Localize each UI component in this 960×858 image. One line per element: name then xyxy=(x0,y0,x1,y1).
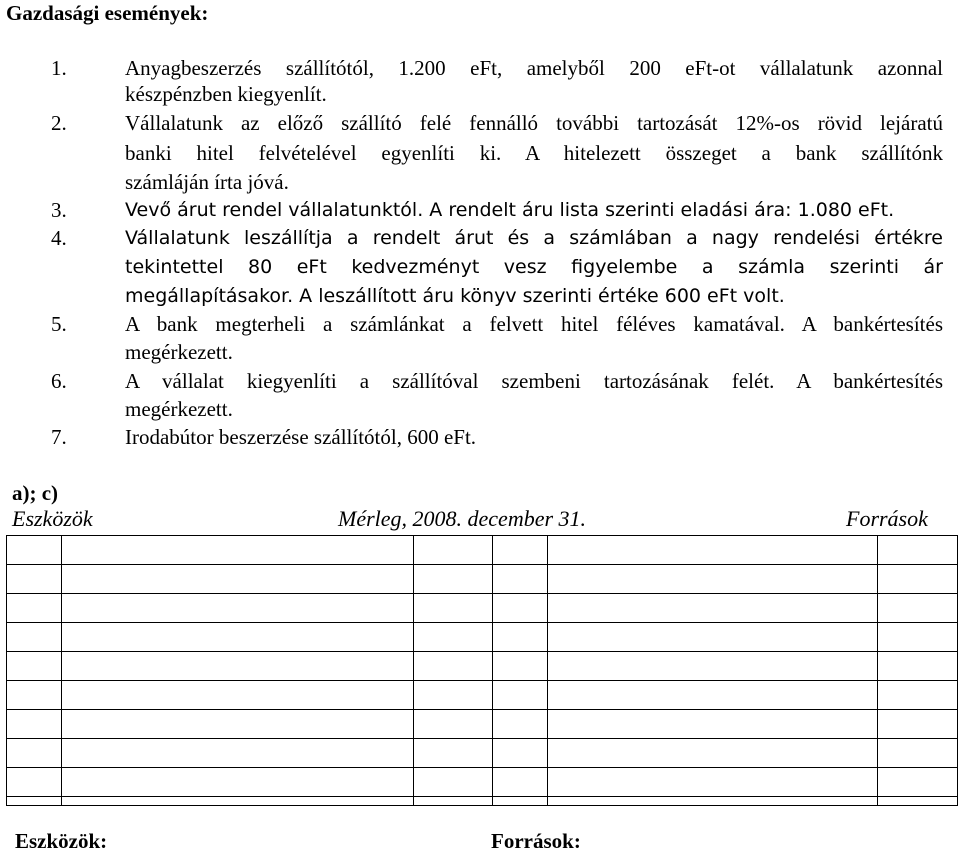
balance-cell xyxy=(413,710,493,739)
balance-sheet-table xyxy=(6,535,958,806)
balance-cell xyxy=(493,594,548,623)
event-text-line: Irodabútor beszerzése szállítótól, 600 eFt. xyxy=(125,425,477,449)
event-text-line: számláján írta jóvá. xyxy=(125,170,289,194)
balance-cell xyxy=(7,565,62,594)
balance-cell xyxy=(413,623,493,652)
balance-cell xyxy=(413,797,493,806)
event-text-line: megállapításakor. A leszállított áru könyv szerinti értéke 600 eFt volt. xyxy=(125,285,785,307)
balance-center-header: Mérleg, 2008. december 31. xyxy=(338,506,587,531)
event-text-line: tekintettel 80 eFt kedvezményt vesz figyelembe a számla szerinti ár xyxy=(125,256,943,278)
balance-row xyxy=(7,768,958,797)
balance-cell xyxy=(413,652,493,681)
balance-cell xyxy=(548,710,878,739)
balance-cell xyxy=(493,797,548,806)
event-text-line: banki hitel felvételével egyenlíti ki. A hitelezett összeget a bank szállítónk xyxy=(125,141,943,165)
balance-cell xyxy=(878,594,958,623)
balance-cell xyxy=(493,652,548,681)
event-text-line: Vállalatunk leszállítja a rendelt árut és a számlában a nagy rendelési értékre xyxy=(125,227,943,249)
balance-cell xyxy=(413,536,493,565)
event-number: 7. xyxy=(51,425,67,449)
balance-cell xyxy=(548,739,878,768)
balance-cell xyxy=(7,710,62,739)
event-number: 4. xyxy=(51,226,67,250)
balance-cell xyxy=(413,565,493,594)
event-text-line: Anyagbeszerzés szállítótól, 1.200 eFt, amelyből 200 eFt-ot vállalatunk azonnal xyxy=(125,56,943,80)
balance-cell xyxy=(61,565,413,594)
balance-cell xyxy=(61,681,413,710)
balance-cell xyxy=(548,565,878,594)
balance-row xyxy=(7,536,958,565)
balance-cell xyxy=(493,768,548,797)
balance-cell xyxy=(61,594,413,623)
balance-row xyxy=(7,594,958,623)
balance-cell xyxy=(61,623,413,652)
event-text-line: Vevő árut rendel vállalatunktól. A rendelt áru lista szerinti eladási ára: 1.080 eFt. xyxy=(125,199,895,221)
balance-cell xyxy=(7,797,62,806)
event-text-line: készpénzben kiegyenlít. xyxy=(125,82,327,106)
balance-cell xyxy=(548,594,878,623)
balance-cell xyxy=(61,797,413,806)
balance-cell xyxy=(548,681,878,710)
balance-cell xyxy=(493,739,548,768)
balance-cell xyxy=(878,739,958,768)
event-text-line: megérkezett. xyxy=(125,397,233,421)
event-text-line: A vállalat kiegyenlíti a szállítóval szembeni tartozásának felét. A bankértesítés xyxy=(125,369,943,393)
liabilities-total-label: Források: xyxy=(491,829,581,853)
event-number: 3. xyxy=(51,198,67,222)
balance-cell xyxy=(878,623,958,652)
balance-cell xyxy=(493,710,548,739)
balance-cell xyxy=(878,565,958,594)
balance-cell xyxy=(7,681,62,710)
page-title: Gazdasági események: xyxy=(6,1,209,25)
balance-cell xyxy=(7,652,62,681)
balance-cell xyxy=(7,594,62,623)
balance-cell xyxy=(413,681,493,710)
balance-cell xyxy=(413,594,493,623)
balance-cell xyxy=(7,536,62,565)
balance-cell xyxy=(878,536,958,565)
balance-cell xyxy=(548,623,878,652)
balance-cell xyxy=(61,739,413,768)
balance-cell xyxy=(548,768,878,797)
balance-row xyxy=(7,565,958,594)
event-text-line: Vállalatunk az előző szállító felé fennálló további tartozását 12%-os rövid lejáratú xyxy=(125,111,943,135)
balance-row xyxy=(7,681,958,710)
event-number: 5. xyxy=(51,312,67,336)
event-number: 1. xyxy=(51,56,67,80)
balance-row xyxy=(7,623,958,652)
event-text-line: A bank megterheli a számlánkat a felvett hitel féléves kamatával. A bankértesítés xyxy=(125,312,943,336)
balance-cell xyxy=(548,797,878,806)
balance-cell xyxy=(493,565,548,594)
balance-left-header: Eszközök xyxy=(12,506,93,531)
balance-cell xyxy=(878,797,958,806)
balance-cell xyxy=(7,768,62,797)
balance-cell xyxy=(413,768,493,797)
balance-cell xyxy=(61,652,413,681)
balance-cell xyxy=(493,536,548,565)
balance-cell xyxy=(548,536,878,565)
balance-row xyxy=(7,710,958,739)
balance-cell xyxy=(878,681,958,710)
balance-row xyxy=(7,797,958,806)
balance-cell xyxy=(7,739,62,768)
balance-cell xyxy=(61,536,413,565)
balance-cell xyxy=(61,710,413,739)
balance-right-header: Források xyxy=(846,506,928,531)
event-number: 6. xyxy=(51,369,67,393)
balance-row xyxy=(7,739,958,768)
balance-row xyxy=(7,652,958,681)
balance-cell xyxy=(878,652,958,681)
balance-cell xyxy=(878,710,958,739)
balance-cell xyxy=(7,623,62,652)
balance-cell xyxy=(61,768,413,797)
event-text-line: megérkezett. xyxy=(125,340,233,364)
event-number: 2. xyxy=(51,111,67,135)
balance-cell xyxy=(878,768,958,797)
balance-cell xyxy=(548,652,878,681)
section-label: a); c) xyxy=(12,481,59,505)
assets-total-label: Eszközök: xyxy=(15,829,108,853)
balance-cell xyxy=(493,623,548,652)
balance-cell xyxy=(493,681,548,710)
balance-cell xyxy=(413,739,493,768)
